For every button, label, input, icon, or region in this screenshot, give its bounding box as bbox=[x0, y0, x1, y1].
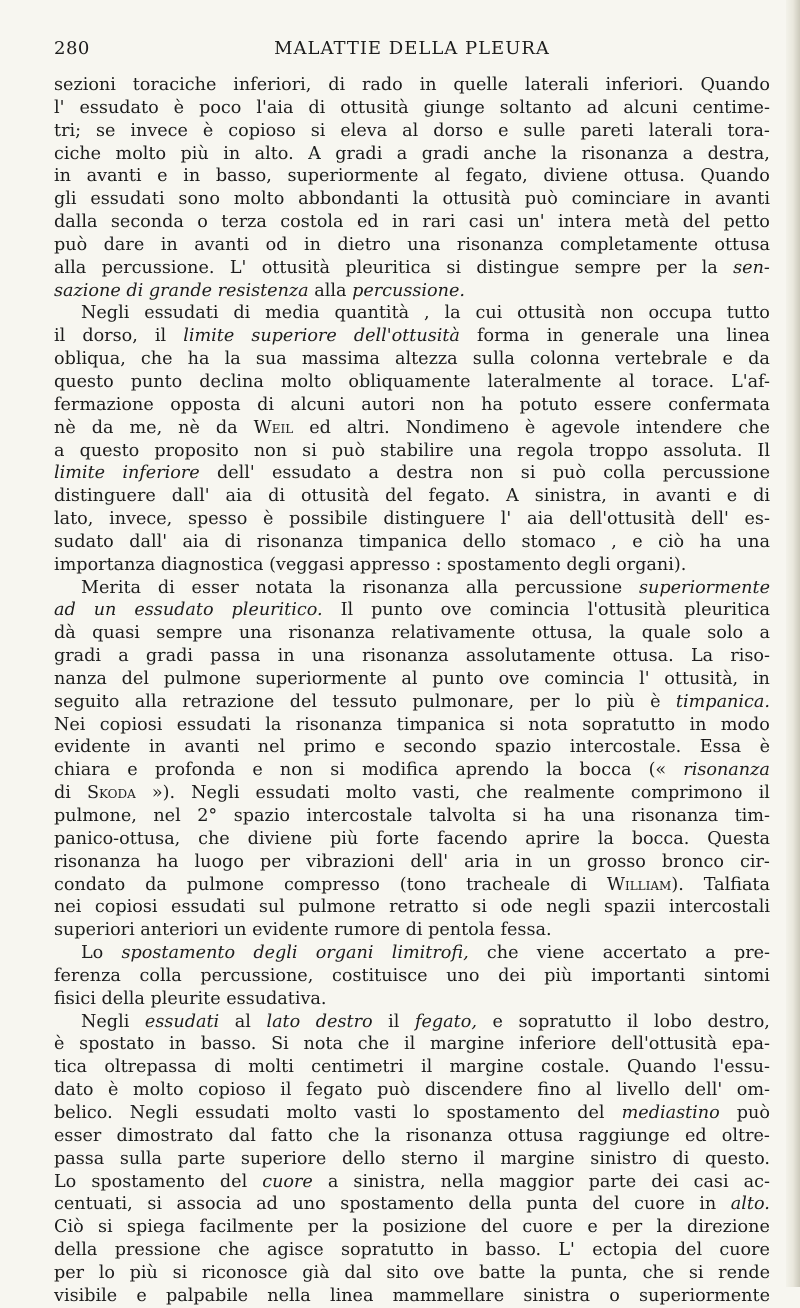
text-line: Negli essudati al lato destro il fegato, e sopratutto il lobo destro, bbox=[81, 1011, 770, 1032]
text-line: in avanti e in basso, superiormente al fegato, diviene ottusa. Quando bbox=[54, 166, 770, 187]
text-line: della pressione che agisce sopratutto in basso. L' ectopia del cuore bbox=[54, 1240, 770, 1261]
text-line: risonanza ha luogo per vibrazioni dell' aria in un grosso bronco cir- bbox=[54, 851, 770, 872]
page-edge bbox=[786, 0, 800, 1287]
text-line: l' essudato è poco l'aia di ottusità giunge soltanto ad alcuni centime- bbox=[54, 97, 770, 118]
text-line: centuati, si associa ad uno spostamento della punta del cuore in alto. bbox=[54, 1194, 770, 1215]
text-line: fisici della pleurite essudativa. bbox=[54, 988, 327, 1009]
page-header bbox=[54, 38, 770, 66]
text-line: panico-ottusa, che diviene più forte facendo aprire la bocca. Questa bbox=[54, 828, 770, 849]
text-line: Negli essudati di media quantità , la cui ottusità non occupa tutto bbox=[81, 303, 770, 324]
text-line: belico. Negli essudati molto vasti lo spostamento del mediastino può bbox=[54, 1102, 770, 1123]
text-line: ferenza colla percussione, costituisce uno dei più importanti sintomi bbox=[54, 965, 770, 986]
text-line: chiara e profonda e non si modifica aprendo la bocca (« risonanza bbox=[54, 760, 770, 781]
text-line: dà quasi sempre una risonanza relativamente ottusa, la quale solo a bbox=[54, 623, 770, 644]
text-line: fermazione opposta di alcuni autori non ha potuto essere confermata bbox=[54, 394, 770, 415]
text-line: a questo proposito non si può stabilire una regola troppo assoluta. Il bbox=[54, 440, 770, 461]
text-line: esser dimostrato dal fatto che la risonanza ottusa raggiunge ed oltre- bbox=[54, 1125, 770, 1146]
text-line: nè da me, nè da Weil ed altri. Nondimeno è agevole intendere che bbox=[54, 417, 770, 438]
text-line: di Skoda »). Negli essudati molto vasti, che realmente comprimono il bbox=[54, 783, 770, 804]
text-line: distinguere dall' aia di ottusità del fegato. A sinistra, in avanti e di bbox=[54, 486, 770, 507]
text-line: passa sulla parte superiore dello sterno il margine sinistro di questo. bbox=[54, 1148, 770, 1169]
text-line: tica oltrepassa di molti centimetri il margine costale. Quando l'essu- bbox=[54, 1057, 770, 1078]
text-line: nanza del pulmone superiormente al punto ove comincia l' ottusità, in bbox=[54, 668, 770, 689]
text-line: può dare in avanti od in dietro una risonanza completamente ottusa bbox=[54, 234, 770, 255]
text-line: lato, invece, spesso è possibile distinguere l' aia dell'ottusità dell' es- bbox=[54, 509, 770, 530]
text-line: ad un essudato pleuritico. Il punto ove comincia l'ottusità pleuritica bbox=[54, 600, 770, 621]
text-line: obliqua, che ha la sua massima altezza sulla colonna vertebrale e da bbox=[54, 349, 770, 370]
text-line: condato da pulmone compresso (tono tracheale di William). Talfiata bbox=[54, 874, 770, 895]
text-line: gradi a gradi passa in una risonanza assolutamente ottusa. La riso- bbox=[54, 646, 770, 667]
page-number: 280 bbox=[54, 38, 90, 59]
text-line: è spostato in basso. Si nota che il margine inferiore dell'ottusità epa- bbox=[54, 1034, 770, 1055]
text-line: gli essudati sono molto abbondanti la ottusità può cominciare in avanti bbox=[54, 189, 770, 210]
text-line: ciche molto più in alto. A gradi a gradi anche la risonanza a destra, bbox=[54, 143, 770, 164]
text-line: questo punto declina molto obliquamente lateralmente al torace. L'af- bbox=[54, 371, 770, 392]
text-line: evidente in avanti nel primo e secondo spazio intercostale. Essa è bbox=[54, 737, 770, 758]
text-line: sudato dall' aia di risonanza timpanica dello stomaco , e ciò ha una bbox=[54, 531, 770, 552]
text-line: visibile e palpabile nella linea mammellare sinistra o superiormente bbox=[54, 1285, 770, 1306]
text-line: dato è molto copioso il fegato può discendere fino al livello dell' om- bbox=[54, 1080, 770, 1101]
text-line: il dorso, il limite superiore dell'ottusità forma in generale una linea bbox=[54, 326, 770, 347]
text-line: Merita di esser notata la risonanza alla percussione superiormente bbox=[81, 577, 770, 598]
text-line: sazione di grande resistenza alla percussione. bbox=[54, 280, 465, 301]
text-line: Lo spostamento degli organi limitrofi, che viene accertato a pre- bbox=[81, 943, 770, 964]
text-line: Nei copiosi essudati la risonanza timpanica si nota sopratutto in modo bbox=[54, 714, 770, 735]
text-line: Lo spostamento del cuore a sinistra, nella maggior parte dei casi ac- bbox=[54, 1171, 770, 1192]
text-line: sezioni toraciche inferiori, di rado in quelle laterali inferiori. Quando bbox=[54, 75, 770, 95]
text-line: Ciò si spiega facilmente per la posizione del cuore e per la direzione bbox=[54, 1217, 770, 1238]
body-text bbox=[54, 74, 770, 1308]
text-line: alla percussione. L' ottusità pleuritica si distingue sempre per la sen- bbox=[54, 257, 770, 278]
text-line: limite inferiore dell' essudato a destra non si può colla percussione bbox=[54, 463, 770, 484]
running-title: MALATTIE DELLA PLEURA bbox=[274, 38, 550, 59]
text-line: per lo più si riconosce già dal sito ove batte la punta, che si rende bbox=[54, 1262, 770, 1283]
text-line: dalla seconda o terza costola ed in rari casi un' intera metà del petto bbox=[54, 212, 770, 233]
text-line: tri; se invece è copioso si eleva al dorso e sulle pareti laterali tora- bbox=[54, 120, 770, 141]
text-line: seguito alla retrazione del tessuto pulmonare, per lo più è timpanica. bbox=[54, 691, 770, 712]
text-line: nei copiosi essudati sul pulmone retratto si ode negli spazii intercostali bbox=[54, 897, 770, 918]
text-line: importanza diagnostica (veggasi appresso : spostamento degli organi). bbox=[54, 554, 687, 575]
text-line: superiori anteriori un evidente rumore di pentola fessa. bbox=[54, 920, 552, 941]
text-line: pulmone, nel 2° spazio intercostale talvolta si ha una risonanza tim- bbox=[54, 806, 770, 826]
